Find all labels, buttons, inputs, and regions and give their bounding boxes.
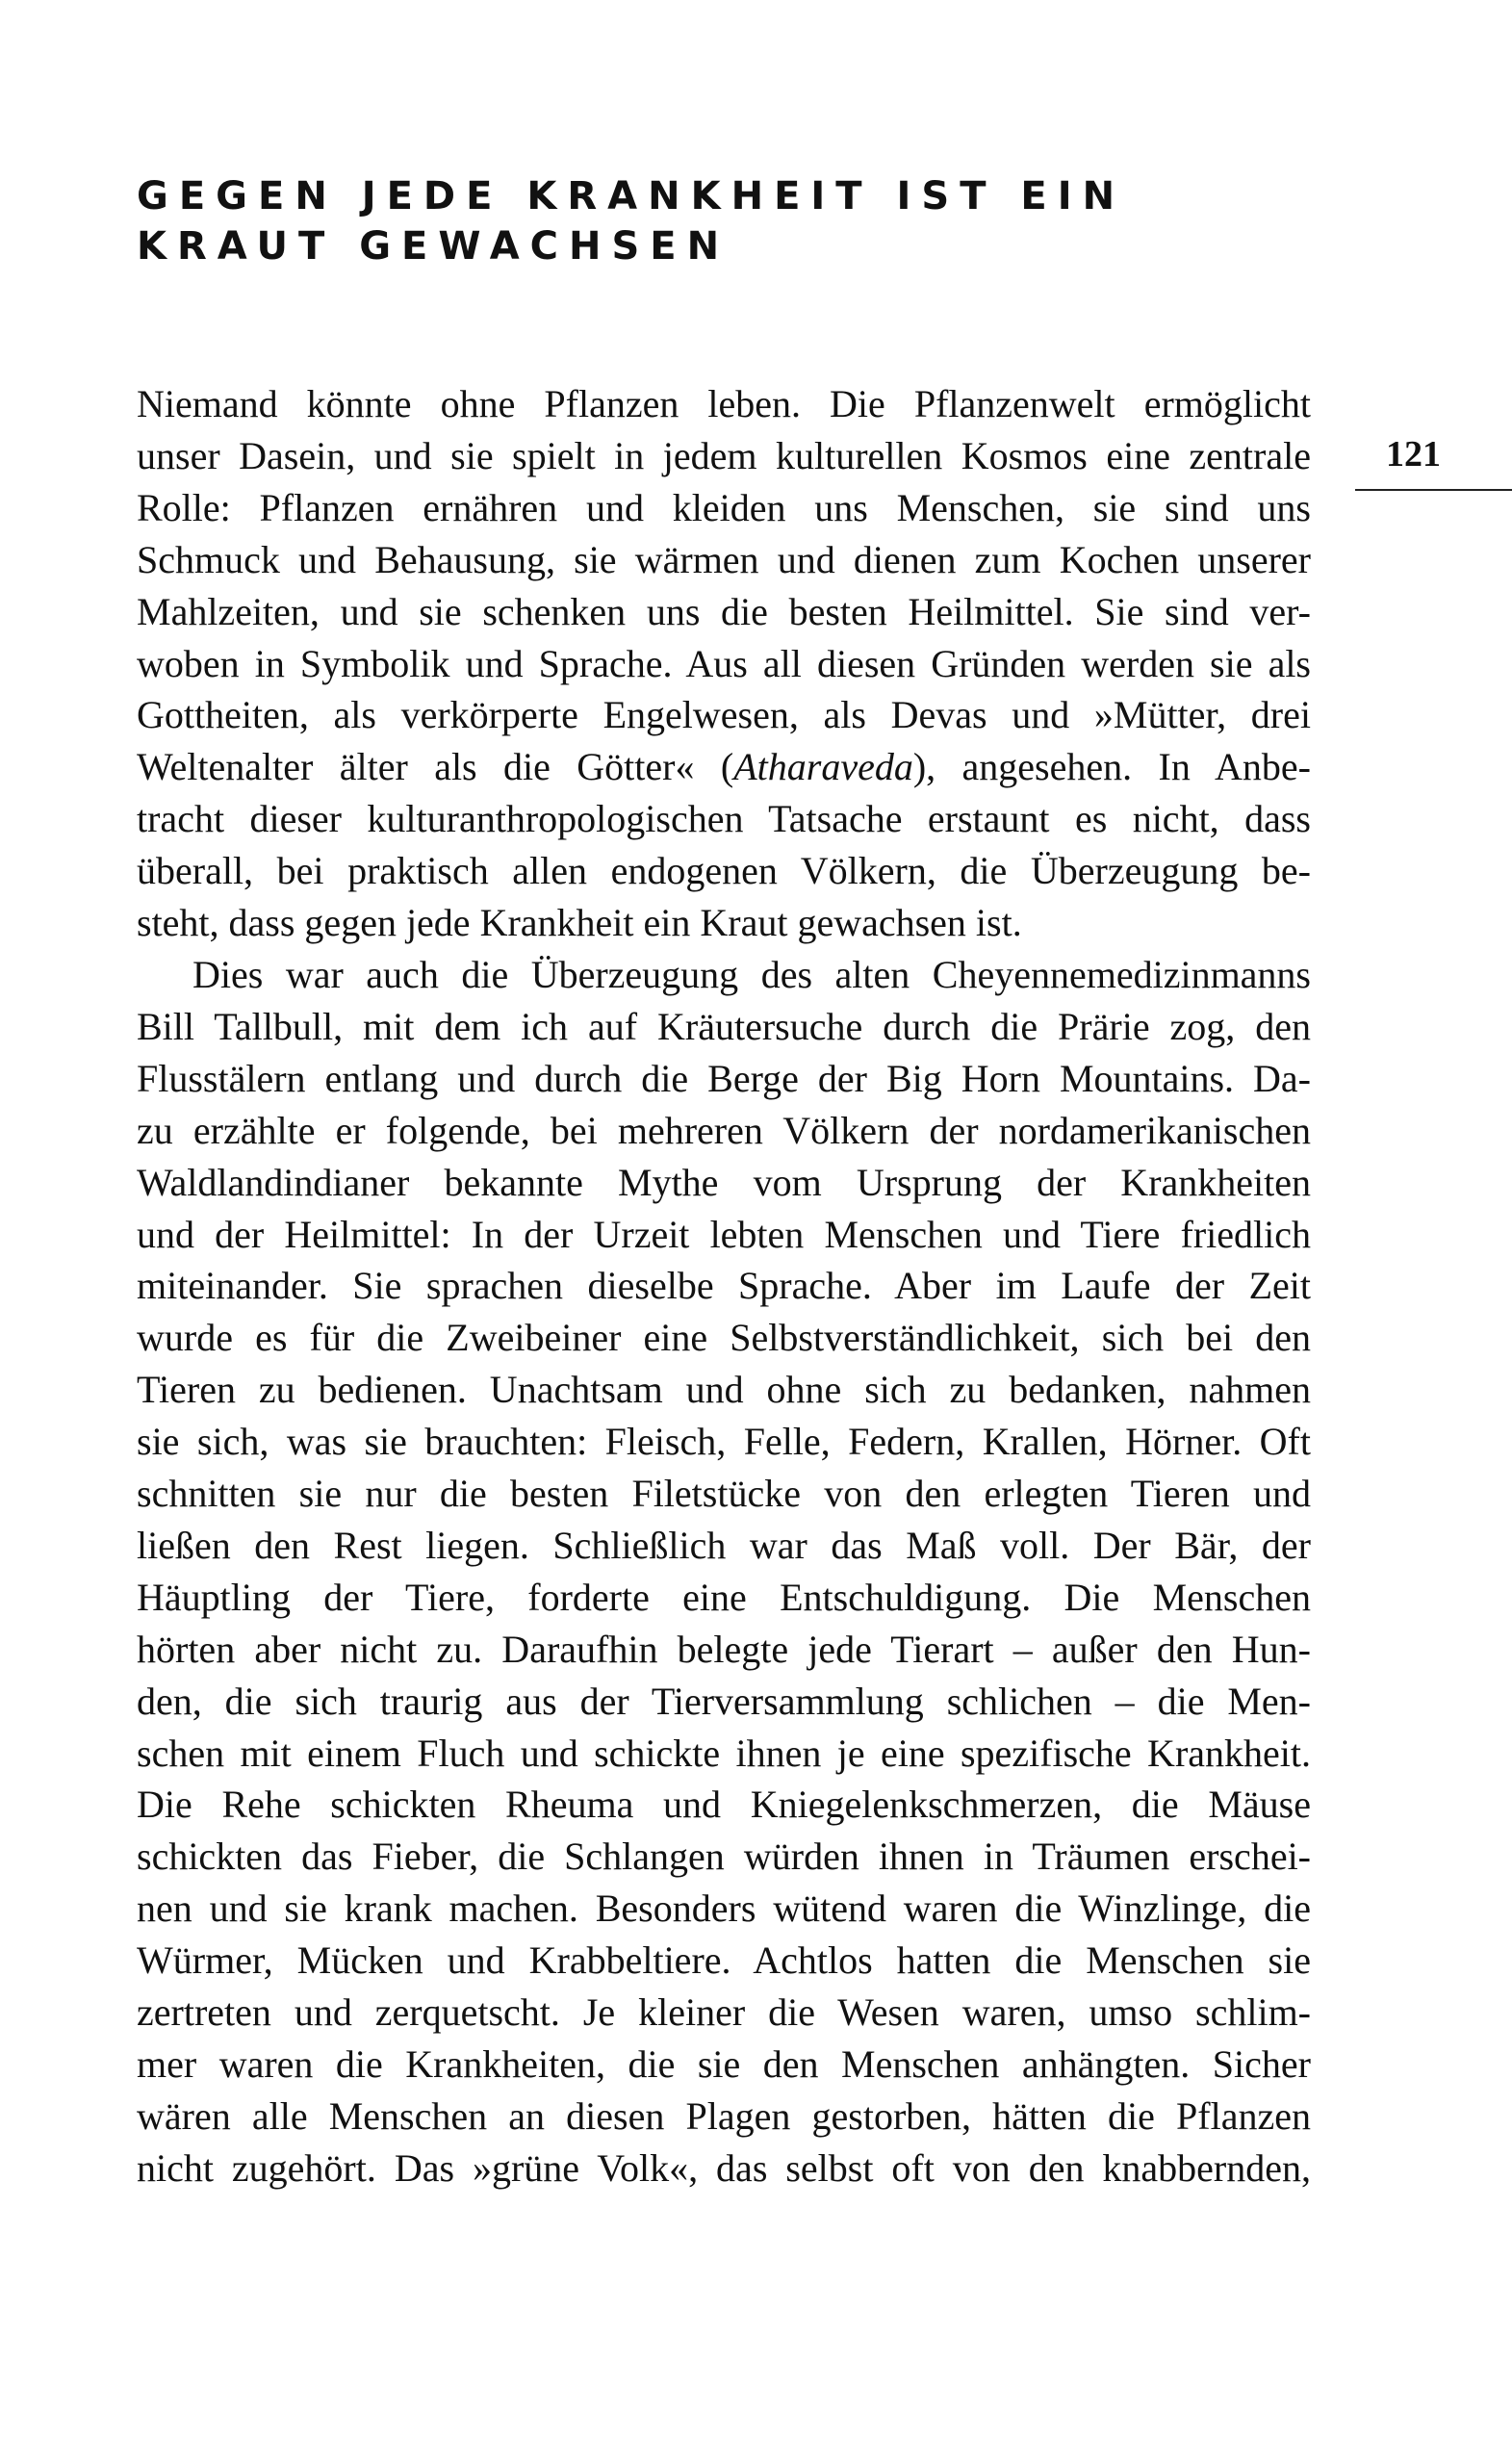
text-line: Rolle: Pflanzen ernähren und kleiden uns Menschen, sie sind uns xyxy=(137,485,1311,529)
text-line: hörten aber nicht zu. Daraufhin belegte jede Tierart – außer den Hun- xyxy=(137,1627,1311,1671)
body-text xyxy=(137,378,1311,2194)
text-line: Bill Tallbull, mit dem ich auf Kräutersuche durch die Prärie zog, den xyxy=(137,1004,1311,1048)
page-number: 121 xyxy=(1386,434,1441,475)
text-line: nen und sie krank machen. Besonders wütend waren die Winzlinge, die xyxy=(137,1886,1311,1931)
text-line: schnitten sie nur die besten Filetstücke von den erlegten Tieren und xyxy=(137,1472,1311,1516)
text-line: Schmuck und Behausung, sie wärmen und dienen zum Kochen unserer xyxy=(137,537,1311,581)
text-line: wurde es für die Zweibeiner eine Selbstverständlichkeit, sich bei den xyxy=(137,1316,1311,1360)
text-line: steht, dass gegen jede Krankheit ein Kraut gewachsen ist. xyxy=(137,901,1022,945)
text-line: zu erzählte er folgende, bei mehreren Völkern der nordamerikanischen xyxy=(137,1108,1311,1152)
text-line: Niemand könnte ohne Pflanzen leben. Die Pflanzenwelt ermöglicht xyxy=(137,382,1311,425)
text-line: schickten das Fieber, die Schlangen würden ihnen in Träumen erschei- xyxy=(137,1835,1311,1879)
text-line: tracht dieser kulturanthropologischen Tatsache erstaunt es nicht, dass xyxy=(137,797,1311,841)
paragraph-2 xyxy=(137,949,1311,2194)
page-number-rule xyxy=(1355,489,1512,491)
text-line: wären alle Menschen an diesen Plagen gestorben, hätten die Pflanzen xyxy=(137,2093,1311,2138)
text-line: zertreten und zerquetscht. Je kleiner die Wesen waren, umso schlim- xyxy=(137,1990,1311,2035)
text-line: woben in Symbolik und Sprache. Aus all diesen Gründen werden sie als xyxy=(137,641,1311,685)
work-title-italic: Atharaveda xyxy=(733,745,913,789)
text-line: Weltenalter älter als die Götter« (Atharaveda), angesehen. In Anbe- xyxy=(137,745,1311,789)
text-line: nicht zugehört. Das »grüne Volk«, das selbst oft von den knabbernden, xyxy=(137,2145,1311,2190)
text-line: Gottheiten, als verkörperte Engelwesen, als Devas und »Mütter, drei xyxy=(137,693,1311,737)
text-line: unser Dasein, und sie spielt in jedem kulturellen Kosmos eine zentrale xyxy=(137,433,1311,477)
text-line: Die Rehe schickten Rheuma und Kniegelenkschmerzen, die Mäuse xyxy=(137,1783,1311,1827)
text-line: und der Heilmittel: In der Urzeit lebten Menschen und Tiere friedlich xyxy=(137,1212,1311,1256)
text-line: Waldlandindianer bekannte Mythe vom Ursprung der Krankheiten xyxy=(137,1160,1311,1204)
text-line: Dies war auch die Überzeugung des alten Cheyennemedizinmanns xyxy=(192,952,1311,996)
chapter-title: GEGEN JEDE KRANKHEIT IST EIN KRAUT GEWACHSEN xyxy=(137,174,1126,269)
text-line: Flusstälern entlang und durch die Berge der Big Horn Mountains. Da- xyxy=(137,1056,1311,1100)
text-line: mer waren die Krankheiten, die sie den Menschen anhängten. Sicher xyxy=(137,2042,1311,2086)
text-line: überall, bei praktisch allen endogenen Völkern, die Überzeugung be- xyxy=(137,849,1311,893)
text-line: miteinander. Sie sprachen dieselbe Sprache. Aber im Laufe der Zeit xyxy=(137,1264,1311,1308)
text-line: schen mit einem Fluch und schickte ihnen je eine spezifische Krankheit. xyxy=(137,1731,1311,1775)
text-line: Würmer, Mücken und Krabbeltiere. Achtlos hatten die Menschen sie xyxy=(137,1938,1311,1983)
text-line: ließen den Rest liegen. Schließlich war das Maß voll. Der Bär, der xyxy=(137,1523,1311,1567)
text-line: Häuptling der Tiere, forderte eine Entschuldigung. Die Menschen xyxy=(137,1575,1311,1619)
paragraph-1 xyxy=(137,378,1311,949)
text-line: Mahlzeiten, und sie schenken uns die besten Heilmittel. Sie sind ver- xyxy=(137,589,1311,633)
text-line: sie sich, was sie brauchten: Fleisch, Felle, Federn, Krallen, Hörner. Oft xyxy=(137,1420,1311,1464)
text-line: den, die sich traurig aus der Tierversammlung schlichen – die Men- xyxy=(137,1679,1311,1723)
text-line: Tieren zu bedienen. Unachtsam und ohne sich zu bedanken, nahmen xyxy=(137,1368,1311,1412)
